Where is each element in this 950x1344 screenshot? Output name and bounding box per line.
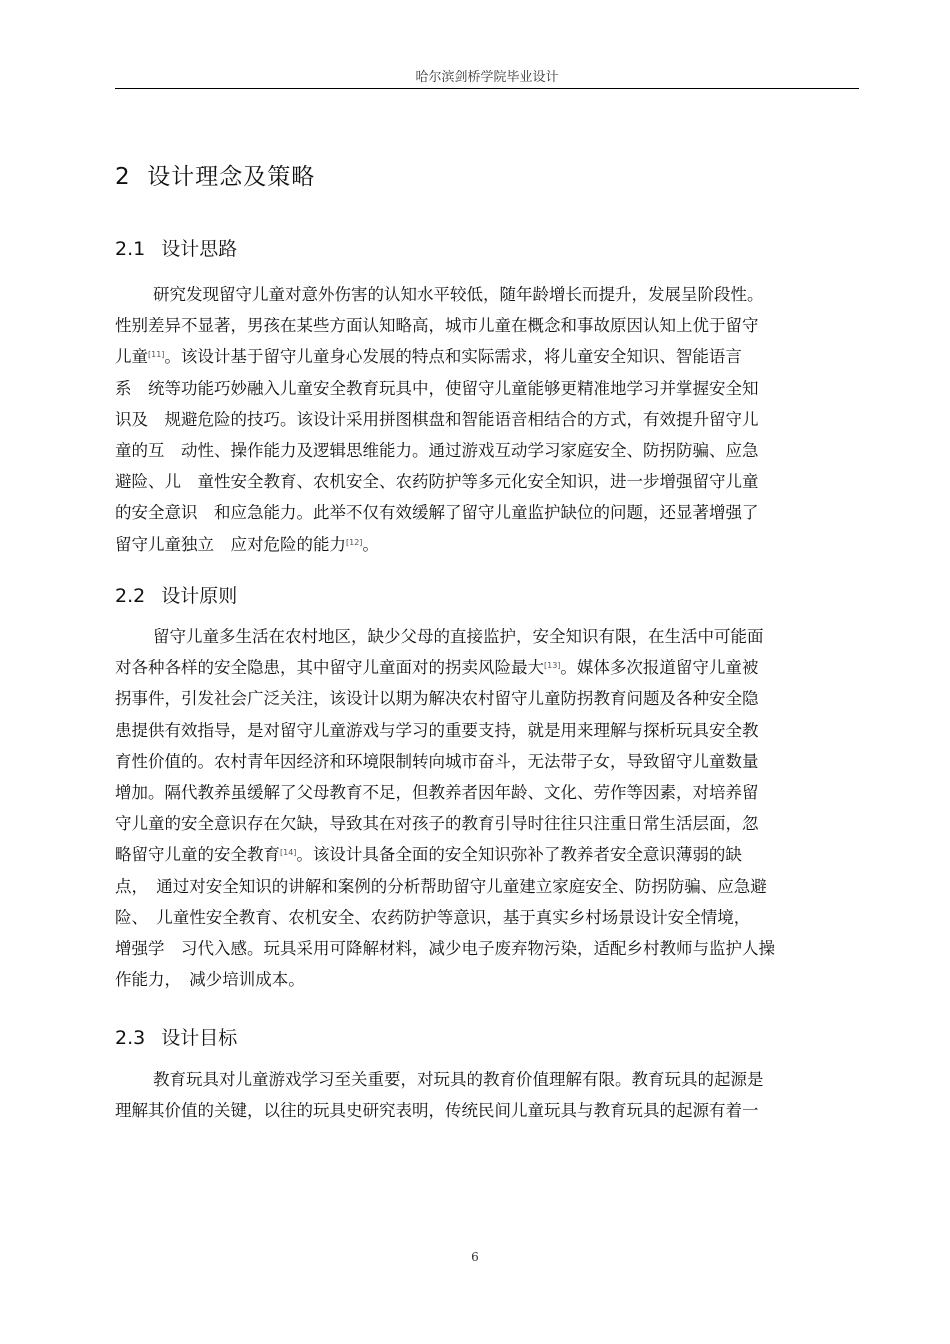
- text-line: 拐事件，引发社会广泛关注，该设计以期为解决农村留守儿童防拐教育问题及各种安全隐: [115, 689, 759, 709]
- text-line: 的安全意识 和应急能力。此举不仅有效缓解了留守儿童监护缺位的问题，还显著增强了: [115, 503, 759, 523]
- text-line: 教育玩具对儿童游戏学习至关重要，对玩具的教育价值理解有限。教育玩具的起源是: [153, 1070, 764, 1089]
- text-line: 增强学 习代入感。玩具采用可降解材料，减少电子废弃物污染，适配乡村教师与监护人操: [115, 938, 775, 958]
- section-number: 2.1: [115, 238, 146, 260]
- section-title-text: 设计目标: [161, 1027, 238, 1049]
- page-number: 6: [471, 1250, 479, 1264]
- citation: [11]: [148, 350, 165, 360]
- paragraph-2-3: [115, 1064, 859, 1126]
- text-line: 守儿童的安全意识存在欠缺，导致其在对孩子的教育引导时往往只注重日常生活层面，忽: [115, 814, 759, 834]
- text-line: 点， 通过对安全知识的讲解和案例的分析帮助留守儿童建立家庭安全、防拐防骗、应急避: [115, 876, 767, 896]
- text-line: 童的互 动性、操作能力及逻辑思维能力。通过游戏互动学习家庭安全、防拐防骗、应急: [115, 440, 759, 460]
- chapter-title-text: 设计理念及策略: [147, 164, 316, 190]
- text-line: 作能力， 减少培训成本。: [115, 970, 305, 990]
- text-line: 理解其价值的关键，以往的玩具史研究表明，传统民间儿童玩具与教育玩具的起源有着一: [115, 1101, 759, 1121]
- text-line: 对各种各样的安全隐患，其中留守儿童面对的拐卖风险最大[13]。媒体多次报道留守儿童被: [115, 658, 759, 678]
- text-line: 系 统等功能巧妙融入儿童安全教育玩具中，使留守儿童能够更精准地学习并掌握安全知: [115, 378, 759, 398]
- text-line: 儿童[11]。该设计基于留守儿童身心发展的特点和实际需求，将儿童安全知识、智能语言: [115, 347, 742, 367]
- text-line: 留守儿童多生活在农村地区，缺少父母的直接监护，安全知识有限，在生活中可能面: [153, 627, 764, 646]
- text-line: 患提供有效指导，是对留守儿童游戏与学习的重要支持，就是用来理解与探析玩具安全教: [115, 720, 759, 740]
- chapter-number: 2: [115, 164, 131, 190]
- section-number: 2.3: [115, 1027, 146, 1049]
- section-title-text: 设计原则: [161, 585, 238, 607]
- text-line: 识及 规避危险的技巧。该设计采用拼图棋盘和智能语音相结合的方式，有效提升留守儿: [115, 409, 759, 429]
- chapter-title: [115, 158, 315, 191]
- section-number: 2.2: [115, 585, 146, 607]
- citation: [13]: [544, 661, 561, 671]
- text-line: 育性价值的。农村青年因经济和环境限制转向城市奋斗，无法带子女，导致留守儿童数量: [115, 751, 759, 771]
- text-line: 略留守儿童的安全教育[14]。该设计具备全面的安全知识弥补了教养者安全意识薄弱的缺: [115, 845, 742, 865]
- text-line: 避险、儿 童性安全教育、农机安全、农药防护等多元化安全知识，进一步增强留守儿童: [115, 472, 759, 492]
- paragraph-2-1: [115, 279, 859, 560]
- citation: [12]: [346, 537, 363, 547]
- citation: [14]: [280, 848, 297, 858]
- text-line: 性别差异不显著，男孩在某些方面认知略高，城市儿童在概念和事故原因认知上优于留守: [115, 316, 759, 336]
- section-title-2-2: [115, 581, 237, 608]
- text-line: 留守儿童独立 应对危险的能力[12]。: [115, 534, 379, 554]
- paragraph-2-2: [115, 621, 859, 995]
- text-line: 研究发现留守儿童对意外伤害的认知水平较低，随年龄增长而提升，发展呈阶段性。: [153, 285, 764, 304]
- running-header: 哈尔滨剑桥学院毕业设计: [415, 70, 559, 85]
- section-title-2-1: [115, 234, 237, 261]
- section-title-text: 设计思路: [161, 238, 238, 260]
- section-title-2-3: [115, 1023, 237, 1050]
- text-line: 险、 儿童性安全教育、农机安全、农药防护等意识，基于真实乡村场景设计安全情境，: [115, 907, 751, 927]
- header-rule: [115, 88, 859, 89]
- text-line: 增加。隔代教养虽缓解了父母教育不足，但教养者因年龄、文化、劳作等因素，对培养留: [115, 782, 759, 802]
